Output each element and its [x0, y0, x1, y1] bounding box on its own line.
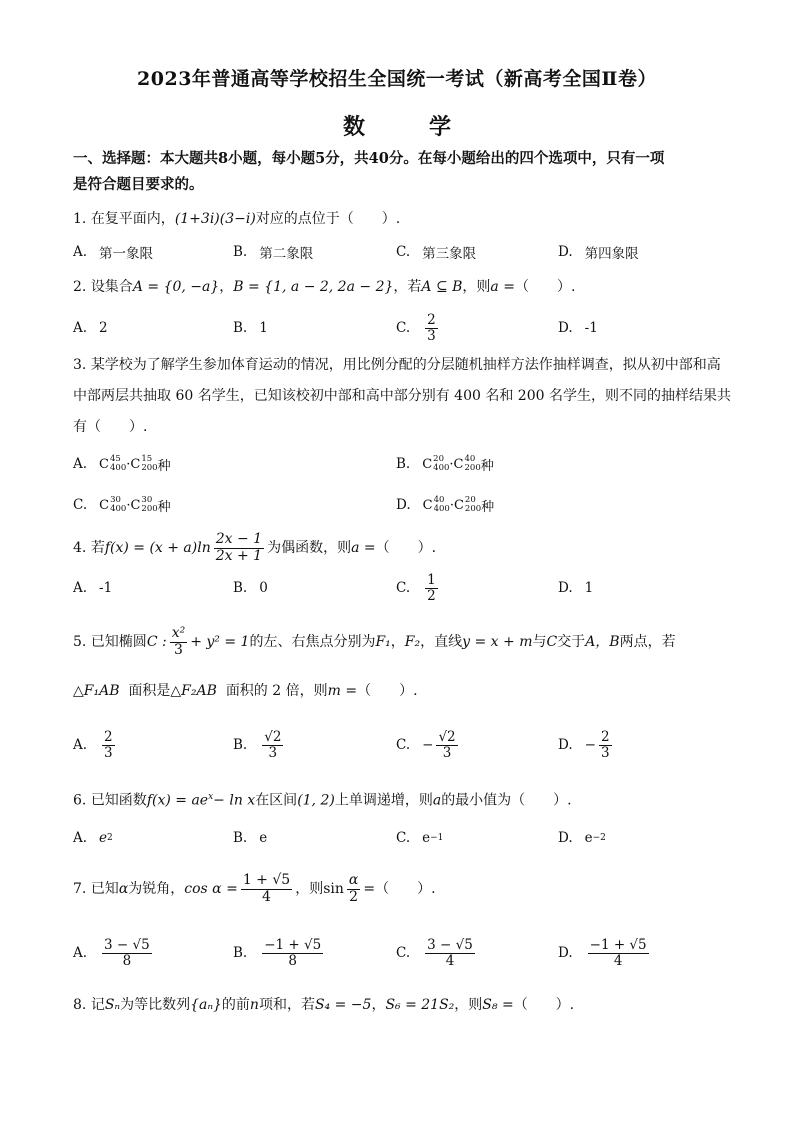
option-c[interactable]: C. $\frac{2}{3}$	[396, 311, 436, 344]
option-a[interactable]: A. -1	[73, 580, 113, 596]
question-6-options	[73, 818, 733, 858]
option-b[interactable]: B. 第二象限	[233, 244, 314, 262]
option-a[interactable]: A. 2	[73, 320, 108, 336]
option-c[interactable]: C. $\frac{3 - √5}{4}$	[396, 936, 473, 969]
section-line-2: 是符合题目要求的。	[73, 176, 204, 193]
option-b[interactable]: B. $\frac{√2}{3}$	[233, 728, 282, 761]
option-d[interactable]: D. $\frac{-1 + √5}{4}$	[558, 936, 647, 969]
section-line-1: 一、选择题：本大题共8小题，每小题5分，共40分。在每小题给出的四个选项中，只有一项	[73, 150, 665, 167]
option-b[interactable]: B. e	[233, 830, 268, 846]
question-number: 1.	[73, 211, 87, 227]
option-d[interactable]: D. C 40 400 ·C 20 200 种	[396, 495, 495, 515]
question-3-options-row-1	[73, 444, 733, 484]
option-d[interactable]: D. e −2	[558, 830, 606, 846]
question-8: 8. 记Sₙ为等比数列{aₙ}的前n项和，若S₄ = −5，S₆ = 21S₂，则S₈ =（ ）.	[73, 997, 575, 1013]
question-5-options	[73, 722, 733, 768]
question-1-options	[73, 232, 733, 272]
question-7-options	[73, 930, 733, 976]
question-4: 4. 若f(x) = (x + a)ln $\frac{2x - 1}{2x + 1}$ 为偶函数，则a =（ ）.	[73, 531, 437, 564]
option-a[interactable]: A. C 45 400 ·C 15 200 种	[73, 454, 171, 474]
option-d[interactable]: D. -1	[558, 320, 598, 336]
fraction: $\frac{2}{3}$	[427, 311, 436, 344]
option-c[interactable]: C. $\frac{1}{2}$	[396, 571, 436, 604]
question-text: 对应的点位于（ ）.	[255, 211, 401, 227]
option-b[interactable]: B. C 20 400 ·C 40 200 种	[396, 454, 494, 474]
option-b[interactable]: B. $\frac{-1 + √5}{8}$	[233, 936, 322, 969]
option-c[interactable]: C. − $\frac{√2}{3}$	[396, 728, 456, 761]
question-2-options	[73, 308, 733, 348]
question-4-options	[73, 568, 733, 608]
option-c[interactable]: C. C 30 400 ·C 30 200 种	[73, 495, 171, 515]
subject-heading	[0, 110, 794, 141]
option-a[interactable]: A. $\frac{2}{3}$	[73, 728, 113, 761]
question-3-options-row-2	[73, 485, 733, 525]
math-expression: (1+3i)(3−i)	[174, 211, 256, 227]
question-2: 2. 设集合A = {0, −a}，B = {1, a − 2, 2a − 2}，若A ⊆ B，则a =（ ）.	[73, 279, 576, 295]
question-7: 7. 已知α为锐角，cos α = $\frac{1 + √5}{4}$ ，则sin $\frac{\alpha}{2}$ =（ ）.	[73, 872, 436, 905]
subject-char-2: 学	[429, 114, 452, 140]
question-6: 6. 已知函数$f(x) = ae^x- \ln x$在区间(1, 2)上单调递增，则a的最小值为（ ）.	[73, 792, 572, 809]
question-text: 在复平面内，	[90, 211, 175, 227]
section-instructions	[73, 146, 733, 198]
option-d[interactable]: D. 1	[558, 580, 594, 596]
option-c[interactable]: C. e −1	[396, 830, 444, 846]
question-5: 5. 已知椭圆C : $\frac{\text{x²}}{3}$ + y² = 1的左、右焦点分别为F₁，F₂，直线y = x + m与C交于A，B两点，若	[73, 625, 676, 658]
option-b[interactable]: B. 0	[233, 580, 268, 596]
question-5-line-2: △F₁AB 面积是△F₂AB 面积的 2 倍，则m =（ ）.	[73, 683, 418, 699]
question-1	[73, 204, 733, 234]
option-a[interactable]: A. $\frac{3 - √5}{8}$	[73, 936, 150, 969]
option-c[interactable]: C. 第三象限	[396, 244, 477, 262]
question-3: 3. 某学校为了解学生参加体育运动的情况，用比例分配的分层随机抽样方法作抽样调查，拟从初中部和高 中部两层共抽取 60 名学生，已知该校初中部和高中部分别有 400 名和 200 名学生，则不同的抽样结果共 有（ ）.	[73, 357, 731, 435]
option-a[interactable]: A. e 2	[73, 830, 113, 846]
option-a[interactable]: A. 第一象限	[73, 244, 154, 262]
subject-char-1: 数	[342, 114, 365, 140]
option-d[interactable]: D. 第四象限	[558, 244, 639, 262]
option-d[interactable]: D. − $\frac{2}{3}$	[558, 728, 610, 761]
page-title: 2023年普通高等学校招生全国统一考试（新高考全国Ⅱ卷）	[137, 68, 657, 90]
option-b[interactable]: B. 1	[233, 320, 268, 336]
